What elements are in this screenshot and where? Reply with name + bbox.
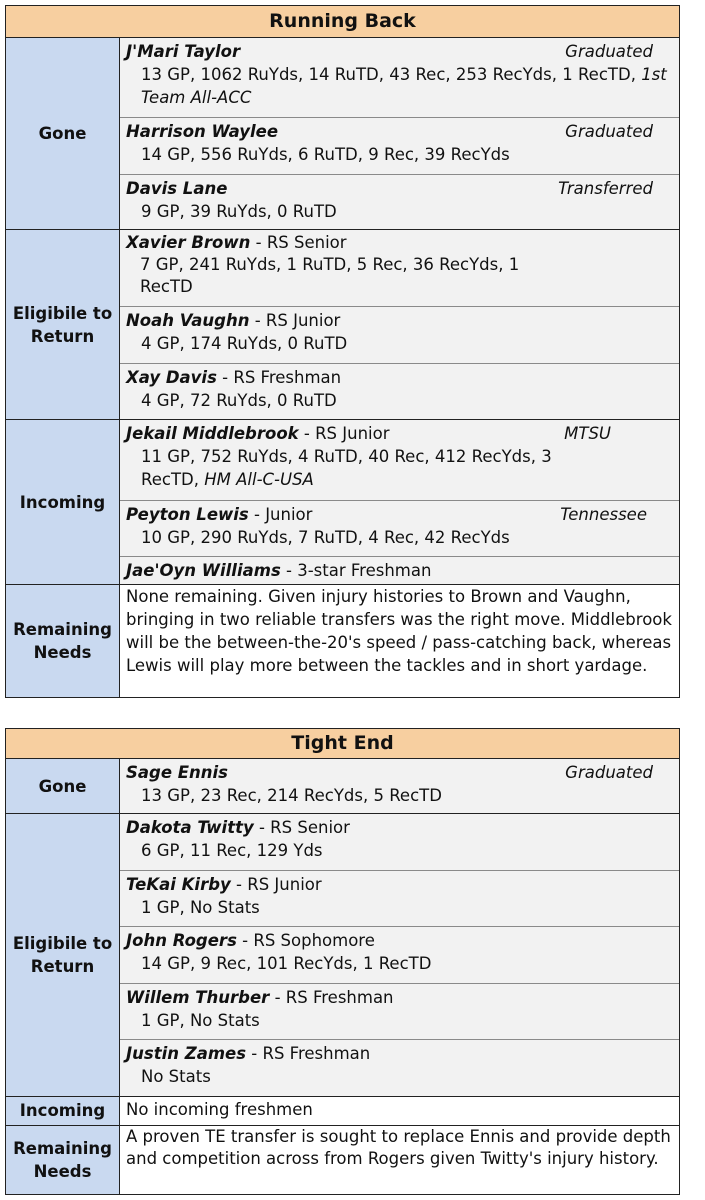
player-status: Graduated bbox=[565, 763, 653, 782]
player-origin: MTSU bbox=[564, 424, 611, 443]
player-class: - RS Senior bbox=[253, 818, 350, 837]
player-status: Graduated bbox=[565, 42, 653, 61]
player-status: Transferred bbox=[558, 179, 653, 198]
rb-gone-player bbox=[120, 118, 679, 175]
rb-return-label: Eligibile to Return bbox=[6, 230, 120, 419]
player-class: - RS Junior bbox=[249, 311, 341, 330]
rb-return-player bbox=[120, 307, 679, 364]
player-class: - 3-star Freshman bbox=[280, 561, 432, 580]
player-class: - RS Freshman bbox=[216, 368, 342, 387]
player-name: Peyton Lewis bbox=[126, 505, 249, 524]
player-stats: 13 GP, 1062 RuYds, 14 RuTD, 43 Rec, 253 RecYds, 1 RecTD, bbox=[141, 65, 642, 84]
player-class: - RS Junior bbox=[298, 424, 390, 443]
rb-incoming-player bbox=[120, 420, 679, 501]
rb-incoming-player bbox=[120, 557, 679, 584]
player-award: HM All-C-USA bbox=[204, 470, 314, 489]
te-return-player bbox=[120, 871, 679, 927]
rb-incoming-section bbox=[6, 420, 679, 585]
player-name: Jae'Oyn Williams bbox=[126, 561, 281, 580]
player-status: Graduated bbox=[565, 122, 653, 141]
player-name: Xavier Brown bbox=[126, 233, 251, 252]
te-return-player bbox=[120, 814, 679, 871]
te-return-player bbox=[120, 984, 679, 1040]
rb-return-section bbox=[6, 230, 679, 420]
player-class: - RS Senior bbox=[250, 233, 347, 252]
te-gone-player bbox=[120, 759, 679, 813]
te-return-player bbox=[120, 927, 679, 984]
te-gone-section bbox=[6, 759, 679, 814]
rb-needs-label: Remaining Needs bbox=[6, 585, 120, 697]
te-incoming-label: Incoming bbox=[6, 1097, 120, 1125]
player-stats: 1 GP, No Stats bbox=[141, 898, 260, 917]
player-name: Noah Vaughn bbox=[126, 311, 250, 330]
player-stats: 11 GP, 752 RuYds, 4 RuTD, 40 Rec, 412 RecYds, 3 RecTD, bbox=[141, 447, 552, 489]
player-name: Davis Lane bbox=[126, 179, 228, 198]
player-name: Xay Davis bbox=[126, 368, 217, 387]
player-class: - RS Freshman bbox=[246, 1044, 371, 1063]
rb-incoming-player bbox=[120, 501, 679, 557]
te-incoming-section bbox=[6, 1097, 679, 1126]
player-name: Sage Ennis bbox=[126, 763, 229, 782]
player-stats: 9 GP, 39 RuYds, 0 RuTD bbox=[141, 202, 337, 221]
rb-needs-section bbox=[6, 585, 679, 697]
te-incoming-text: No incoming freshmen bbox=[126, 1100, 313, 1119]
te-return-section bbox=[6, 814, 679, 1097]
player-award: 1st Team All-ACC bbox=[141, 65, 667, 107]
player-stats: 7 GP, 241 RuYds, 1 RuTD, 5 Rec, 36 RecYds, 1 RecTD bbox=[140, 255, 520, 296]
rb-gone-player bbox=[120, 38, 679, 118]
rb-gone-player bbox=[120, 175, 679, 229]
player-name: Dakota Twitty bbox=[126, 818, 254, 837]
player-stats: 14 GP, 9 Rec, 101 RecYds, 1 RecTD bbox=[141, 954, 432, 973]
rb-return-player bbox=[120, 230, 679, 307]
player-name: J'Mari Taylor bbox=[126, 42, 241, 61]
player-name: Jekail Middlebrook bbox=[126, 424, 299, 443]
player-name: Harrison Waylee bbox=[126, 122, 279, 141]
player-class: - RS Freshman bbox=[269, 988, 394, 1007]
player-name: Justin Zames bbox=[126, 1044, 247, 1063]
te-needs-text: A proven TE transfer is sought to replace Ennis and provide depth and competition across from Rogers given Twitty's injury history. bbox=[126, 1127, 671, 1168]
player-stats: No Stats bbox=[141, 1067, 211, 1086]
player-stats: 13 GP, 23 Rec, 214 RecYds, 5 RecTD bbox=[141, 786, 442, 805]
te-needs-section bbox=[6, 1126, 679, 1194]
player-class: - Junior bbox=[248, 505, 313, 524]
player-class: - RS Junior bbox=[230, 875, 322, 894]
player-stats: 14 GP, 556 RuYds, 6 RuTD, 9 Rec, 39 RecYds bbox=[141, 145, 510, 164]
te-gone-label: Gone bbox=[6, 759, 120, 813]
player-stats: 10 GP, 290 RuYds, 7 RuTD, 4 Rec, 42 RecYds bbox=[141, 528, 510, 547]
player-origin: Tennessee bbox=[560, 505, 647, 524]
running-back-table bbox=[5, 5, 680, 698]
rb-gone-section bbox=[6, 38, 679, 230]
te-needs-label: Remaining Needs bbox=[6, 1126, 120, 1194]
rb-needs-text: None remaining. Given injury histories to Brown and Vaughn, bringing in two reliable transfers was the right move. Middlebrook will be the between-the-20's speed / pass-catching back, whereas Lewis will play more between the tackles and in short yardage. bbox=[126, 587, 672, 675]
player-name: Willem Thurber bbox=[126, 988, 270, 1007]
player-stats: 6 GP, 11 Rec, 129 Yds bbox=[141, 841, 323, 860]
player-stats: 4 GP, 174 RuYds, 0 RuTD bbox=[141, 334, 348, 353]
player-stats: 1 GP, No Stats bbox=[141, 1011, 260, 1030]
te-return-label: Eligibile to Return bbox=[6, 814, 120, 1096]
te-return-player bbox=[120, 1040, 679, 1096]
player-stats: 4 GP, 72 RuYds, 0 RuTD bbox=[141, 391, 337, 410]
player-class: - RS Sophomore bbox=[236, 931, 375, 950]
running-back-title: Running Back bbox=[6, 6, 679, 38]
player-name: John Rogers bbox=[126, 931, 237, 950]
rb-incoming-label: Incoming bbox=[6, 420, 120, 584]
rb-gone-label: Gone bbox=[6, 38, 120, 229]
rb-return-player bbox=[120, 364, 679, 419]
tight-end-table bbox=[5, 728, 680, 1195]
tight-end-title: Tight End bbox=[6, 729, 679, 759]
player-name: TeKai Kirby bbox=[126, 875, 231, 894]
